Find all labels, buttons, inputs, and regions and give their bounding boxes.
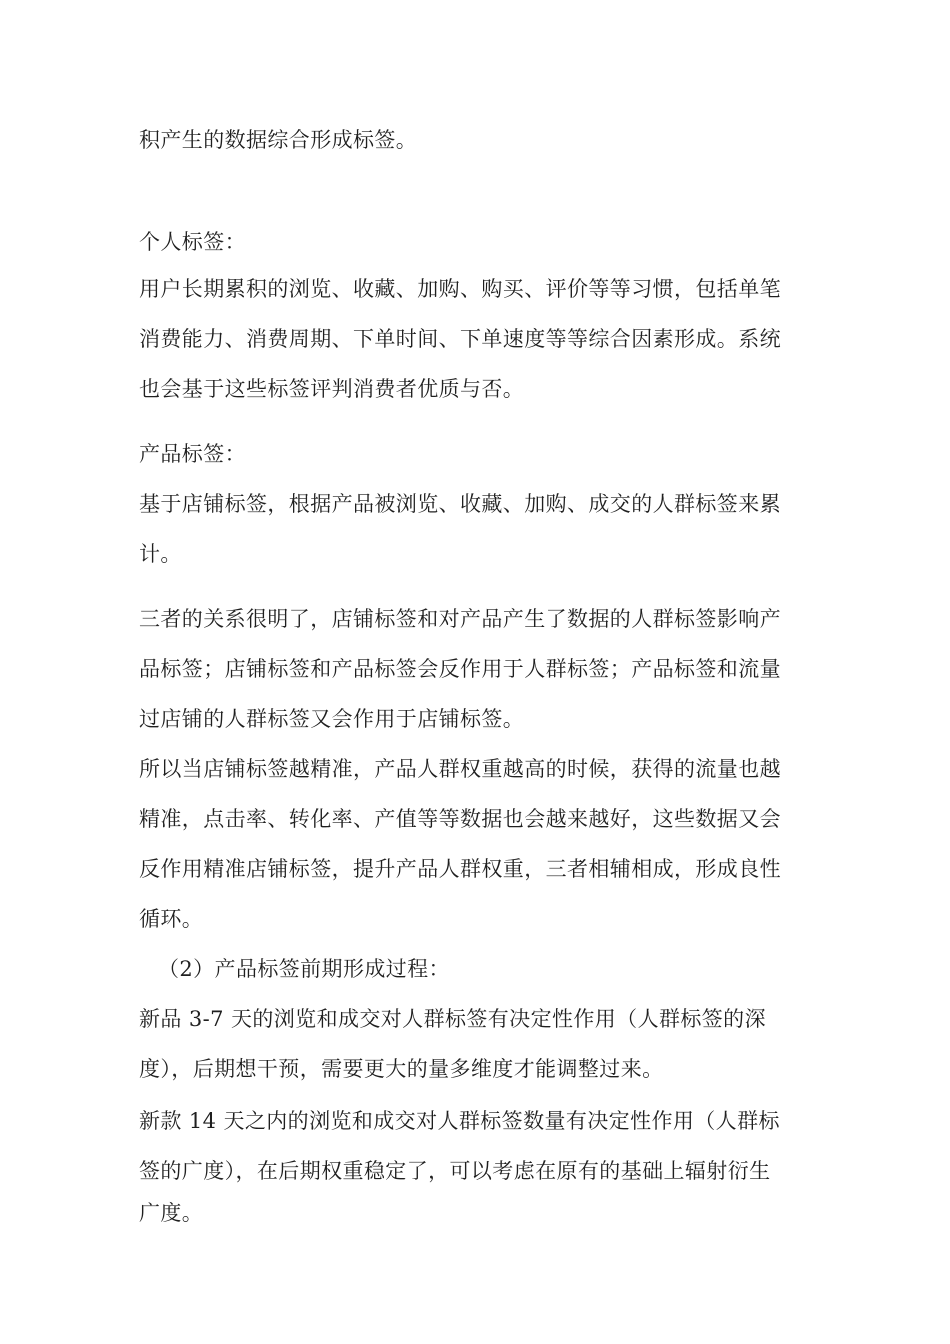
paragraph-line: 消费能力、消费周期、下单时间、下单速度等等综合因素形成。系统 [139, 327, 781, 351]
paragraph-line: 用户长期累积的浏览、收藏、加购、购买、评价等等习惯，包括单笔 [139, 277, 781, 301]
paragraph-line: 也会基于这些标签评判消费者优质与否。 [139, 377, 525, 401]
section-heading-product-tag-formation: （2）产品标签前期形成过程： [158, 957, 450, 981]
paragraph-line: 精准，点击率、转化率、产值等等数据也会越来越好，这些数据又会 [139, 807, 781, 831]
paragraph-line: 新品 3-7 天的浏览和成交对人群标签有决定性作用（人群标签的深 [139, 1007, 766, 1031]
paragraph-line: 三者的关系很明了，店铺标签和对产品产生了数据的人群标签影响产 [139, 607, 781, 631]
paragraph-line: 基于店铺标签，根据产品被浏览、收藏、加购、成交的人群标签来累 [139, 492, 781, 516]
paragraph-line: 过店铺的人群标签又会作用于店铺标签。 [139, 707, 525, 731]
paragraph-line: 计。 [139, 542, 182, 566]
paragraph-line: 积产生的数据综合形成标签。 [139, 128, 418, 152]
paragraph-line: 度），后期想干预，需要更大的量多维度才能调整过来。 [139, 1057, 664, 1081]
paragraph-line: 所以当店铺标签越精准，产品人群权重越高的时候，获得的流量也越 [139, 757, 781, 781]
section-heading-product-tags: 产品标签： [139, 442, 246, 466]
section-heading-personal-tags: 个人标签： [139, 230, 246, 254]
paragraph-line: 反作用精准店铺标签，提升产品人群权重，三者相辅相成，形成良性 [139, 857, 781, 881]
paragraph-line: 新款 14 天之内的浏览和成交对人群标签数量有决定性作用（人群标 [139, 1109, 780, 1133]
paragraph-line: 品标签；店铺标签和产品标签会反作用于人群标签；产品标签和流量 [139, 657, 781, 681]
paragraph-line: 循环。 [139, 907, 204, 931]
paragraph-line: 广度。 [139, 1201, 204, 1225]
paragraph-line: 签的广度），在后期权重稳定了，可以考虑在原有的基础上辐射衍生 [139, 1159, 771, 1183]
